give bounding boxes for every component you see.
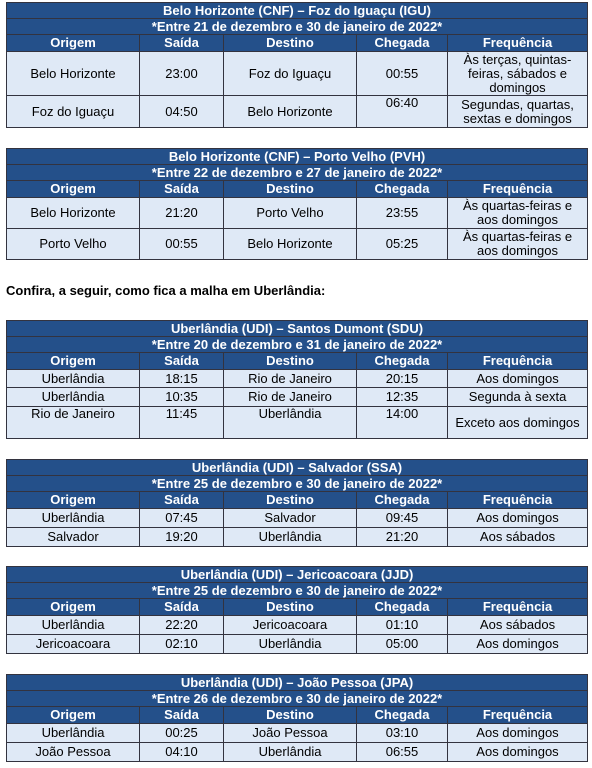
cell-frequencia: Segundas, quartas, sextas e domingos: [448, 96, 588, 128]
cell-frequencia: Exceto aos domingos: [448, 407, 588, 439]
column-header-frequencia: Frequência: [448, 181, 588, 198]
table-row: [7, 509, 588, 528]
cell-chegada: 05:25: [357, 229, 448, 260]
column-header-frequencia: Frequência: [448, 353, 588, 370]
column-header-origem: Origem: [7, 492, 140, 509]
cell-destino: Rio de Janeiro: [224, 370, 357, 388]
table-period: *Entre 21 de dezembro e 30 de janeiro de 2022*: [7, 19, 588, 35]
cell-chegada: 23:55: [357, 198, 448, 229]
cell-destino: Uberlândia: [224, 528, 357, 547]
column-header-destino: Destino: [224, 492, 357, 509]
column-header-saida: Saída: [140, 599, 224, 616]
column-header-origem: Origem: [7, 599, 140, 616]
cell-origem: Uberlândia: [7, 388, 140, 407]
column-header-saida: Saída: [140, 35, 224, 52]
cell-saida: 19:20: [140, 528, 224, 547]
table-period: *Entre 26 de dezembro e 30 de janeiro de 2022*: [7, 691, 588, 707]
cell-destino: Belo Horizonte: [224, 96, 357, 128]
cell-destino: Foz do Iguaçu: [224, 52, 357, 96]
cell-chegada: 09:45: [357, 509, 448, 528]
column-header-chegada: Chegada: [357, 707, 448, 724]
cell-destino: Jericoacoara: [224, 616, 357, 635]
table-row: [7, 407, 588, 439]
table-row: [7, 724, 588, 743]
table-row: [7, 388, 588, 407]
cell-frequencia: Aos domingos: [448, 635, 588, 654]
cell-origem: Uberlândia: [7, 509, 140, 528]
cell-chegada: 05:00: [357, 635, 448, 654]
column-header-chegada: Chegada: [357, 181, 448, 198]
cell-saida: 02:10: [140, 635, 224, 654]
cell-chegada: 01:10: [357, 616, 448, 635]
cell-frequencia: Aos domingos: [448, 509, 588, 528]
cell-frequencia: Aos domingos: [448, 724, 588, 743]
column-header-destino: Destino: [224, 35, 357, 52]
flight-table-udi-sdu: [6, 320, 588, 439]
column-header-origem: Origem: [7, 181, 140, 198]
table-row: [7, 743, 588, 762]
cell-saida: 18:15: [140, 370, 224, 388]
cell-origem: Rio de Janeiro: [7, 407, 140, 439]
cell-frequencia: Aos sábados: [448, 616, 588, 635]
cell-destino: Belo Horizonte: [224, 229, 357, 260]
cell-destino: Rio de Janeiro: [224, 388, 357, 407]
table-title: Uberlândia (UDI) – Jericoacoara (JJD): [7, 567, 588, 583]
column-header-chegada: Chegada: [357, 353, 448, 370]
column-header-origem: Origem: [7, 353, 140, 370]
cell-chegada: 06:40: [357, 96, 448, 128]
table-row: [7, 52, 588, 96]
cell-saida: 07:45: [140, 509, 224, 528]
cell-frequencia: Às quartas-feiras e aos domingos: [448, 229, 588, 260]
column-header-saida: Saída: [140, 492, 224, 509]
flight-table-cnf-igu: [6, 2, 588, 128]
table-period: *Entre 20 de dezembro e 31 de janeiro de 2022*: [7, 337, 588, 353]
column-header-origem: Origem: [7, 707, 140, 724]
cell-saida: 11:45: [140, 407, 224, 439]
column-header-destino: Destino: [224, 353, 357, 370]
column-header-frequencia: Frequência: [448, 492, 588, 509]
cell-origem: Uberlândia: [7, 724, 140, 743]
cell-origem: João Pessoa: [7, 743, 140, 762]
flight-table-cnf-pvh: [6, 148, 588, 260]
table-title: Belo Horizonte (CNF) – Porto Velho (PVH): [7, 149, 588, 165]
table-period: *Entre 22 de dezembro e 27 de janeiro de 2022*: [7, 165, 588, 181]
cell-chegada: 12:35: [357, 388, 448, 407]
column-header-saida: Saída: [140, 353, 224, 370]
cell-saida: 04:50: [140, 96, 224, 128]
cell-saida: 10:35: [140, 388, 224, 407]
column-header-destino: Destino: [224, 181, 357, 198]
intro-text: Confira, a seguir, como fica a malha em Uberlândia:: [6, 283, 326, 298]
column-header-frequencia: Frequência: [448, 707, 588, 724]
cell-destino: Salvador: [224, 509, 357, 528]
cell-chegada: 20:15: [357, 370, 448, 388]
flight-table-udi-ssa: [6, 459, 588, 547]
column-header-origem: Origem: [7, 35, 140, 52]
cell-origem: Uberlândia: [7, 370, 140, 388]
cell-origem: Salvador: [7, 528, 140, 547]
cell-origem: Porto Velho: [7, 229, 140, 260]
column-header-saida: Saída: [140, 707, 224, 724]
cell-origem: Belo Horizonte: [7, 52, 140, 96]
column-header-destino: Destino: [224, 707, 357, 724]
table-row: [7, 198, 588, 229]
cell-destino: Uberlândia: [224, 743, 357, 762]
table-row: [7, 229, 588, 260]
column-header-frequencia: Frequência: [448, 599, 588, 616]
cell-frequencia: Às terças, quintas-feiras, sábados e domingos: [448, 52, 588, 96]
flight-table-udi-jjd: [6, 566, 588, 654]
cell-chegada: 00:55: [357, 52, 448, 96]
cell-origem: Uberlândia: [7, 616, 140, 635]
cell-saida: 04:10: [140, 743, 224, 762]
table-title: Uberlândia (UDI) – Salvador (SSA): [7, 460, 588, 476]
table-row: [7, 528, 588, 547]
cell-saida: 22:20: [140, 616, 224, 635]
column-header-frequencia: Frequência: [448, 35, 588, 52]
table-row: [7, 370, 588, 388]
table-period: *Entre 25 de dezembro e 30 de janeiro de 2022*: [7, 476, 588, 492]
column-header-destino: Destino: [224, 599, 357, 616]
cell-destino: João Pessoa: [224, 724, 357, 743]
table-row: [7, 616, 588, 635]
cell-origem: Foz do Iguaçu: [7, 96, 140, 128]
flight-table-udi-jpa: [6, 674, 588, 762]
cell-chegada: 06:55: [357, 743, 448, 762]
column-header-chegada: Chegada: [357, 599, 448, 616]
cell-origem: Belo Horizonte: [7, 198, 140, 229]
table-row: [7, 96, 588, 128]
cell-destino: Porto Velho: [224, 198, 357, 229]
column-header-chegada: Chegada: [357, 35, 448, 52]
cell-chegada: 14:00: [357, 407, 448, 439]
cell-frequencia: Aos domingos: [448, 370, 588, 388]
cell-destino: Uberlândia: [224, 407, 357, 439]
cell-saida: 00:25: [140, 724, 224, 743]
table-title: Belo Horizonte (CNF) – Foz do Iguaçu (IGU): [7, 3, 588, 19]
cell-chegada: 03:10: [357, 724, 448, 743]
cell-origem: Jericoacoara: [7, 635, 140, 654]
cell-saida: 00:55: [140, 229, 224, 260]
table-period: *Entre 25 de dezembro e 30 de janeiro de 2022*: [7, 583, 588, 599]
cell-destino: Uberlândia: [224, 635, 357, 654]
cell-frequencia: Aos domingos: [448, 743, 588, 762]
column-header-chegada: Chegada: [357, 492, 448, 509]
cell-frequencia: Segunda à sexta: [448, 388, 588, 407]
table-title: Uberlândia (UDI) – João Pessoa (JPA): [7, 675, 588, 691]
table-title: Uberlândia (UDI) – Santos Dumont (SDU): [7, 321, 588, 337]
cell-saida: 23:00: [140, 52, 224, 96]
cell-frequencia: Aos sábados: [448, 528, 588, 547]
column-header-saida: Saída: [140, 181, 224, 198]
table-row: [7, 635, 588, 654]
cell-chegada: 21:20: [357, 528, 448, 547]
cell-saida: 21:20: [140, 198, 224, 229]
cell-frequencia: Às quartas-feiras e aos domingos: [448, 198, 588, 229]
